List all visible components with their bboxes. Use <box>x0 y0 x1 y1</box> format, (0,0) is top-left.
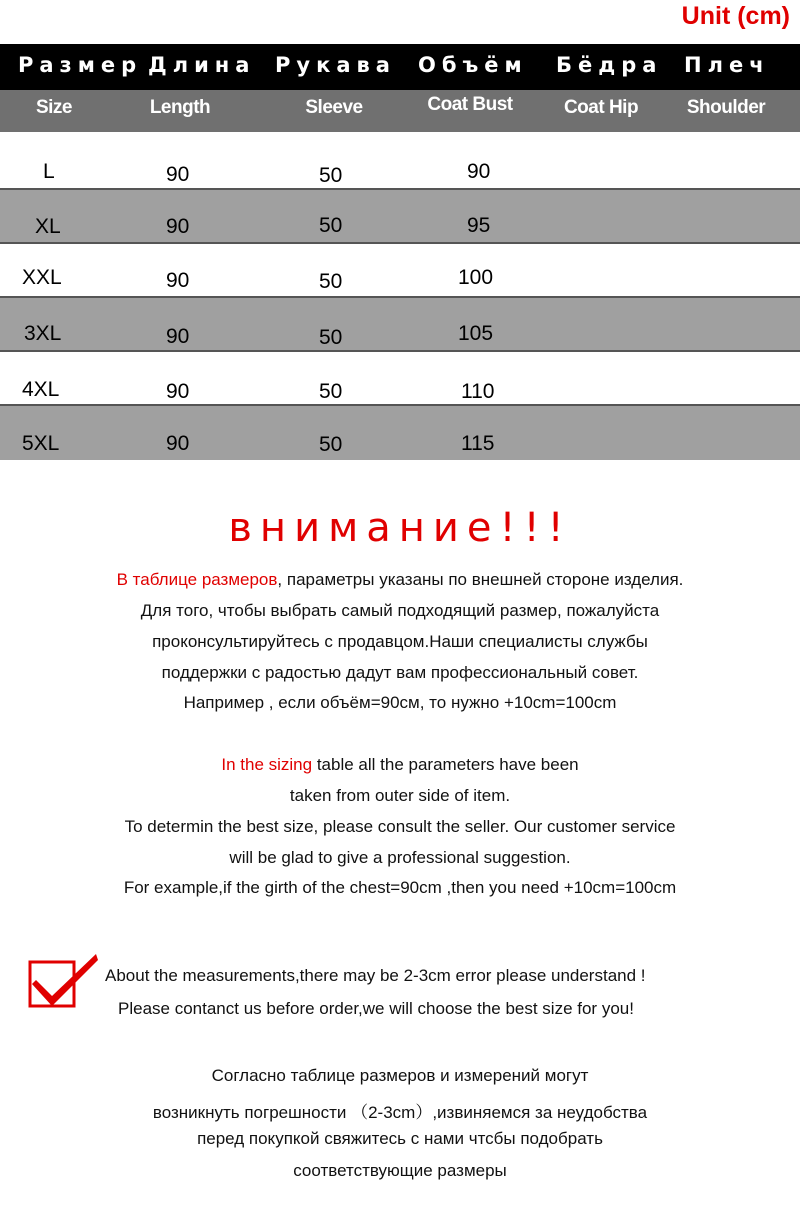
header-ru-bust: Объём <box>418 53 528 77</box>
row-size: XXL <box>22 266 62 289</box>
header-en-length: Length <box>149 97 211 118</box>
en-notice-line-2: taken from outer side of item. <box>289 786 511 805</box>
row-size: L <box>43 160 55 183</box>
row-length: 90 <box>166 269 190 292</box>
row-sleeve: 50 <box>319 214 343 237</box>
row-size: 4XL <box>22 378 60 401</box>
en-notice-highlight: In the sizing <box>221 755 313 774</box>
row-sleeve: 50 <box>319 270 343 293</box>
header-en-hip: Coat Hip <box>563 97 639 118</box>
table-row <box>0 136 800 188</box>
en-notice-line-5: For example,if the girth of the chest=90cm ,then you need +10cm=100cm <box>123 878 677 897</box>
measure-note-line-2: Please contanct us before order,we will choose the best size for you! <box>118 999 634 1018</box>
table-row <box>0 244 800 296</box>
ru-notice-line-1-rest: , параметры указаны по внешней стороне изделия. <box>277 570 684 589</box>
ru-notice-line-2: Для того, чтобы выбрать самый подходящий размер, пожалуйста <box>140 601 660 620</box>
ru-note-line-2: возникнуть погрешности （2-3cm）,извиняемся за неудобства <box>152 1103 648 1122</box>
row-size: XL <box>35 215 61 238</box>
table-row <box>0 190 800 242</box>
row-sleeve: 50 <box>319 164 343 187</box>
ru-notice-line-1 <box>0 570 800 590</box>
row-bust: 100 <box>458 266 494 289</box>
header-ru-length: Длина <box>148 53 256 77</box>
table-row <box>0 406 800 460</box>
en-notice-line-4: will be glad to give a professional suggestion. <box>229 848 571 867</box>
ru-notice-line-3: проконсультируйтесь с продавцом.Наши специалисты службы <box>152 632 648 651</box>
unit-label: Unit (cm) <box>681 2 790 30</box>
ru-note-line-1: Согласно таблице размеров и измерений могут <box>211 1066 589 1085</box>
row-bust: 105 <box>458 322 494 345</box>
ru-note-line-3: перед покупкой свяжитесь с нами чтсбы подобрать <box>197 1129 603 1148</box>
row-bust: 115 <box>461 432 495 455</box>
ru-notice-line-5: Например , если объём=90см, то нужно +10cm=100cm <box>183 693 617 712</box>
header-ru-size: Размер <box>18 53 143 77</box>
table-row <box>0 298 800 350</box>
row-length: 90 <box>166 380 190 403</box>
en-notice-line-3: To determin the best size, please consult the seller. Our customer service <box>124 817 676 836</box>
checkmark-icon <box>28 950 100 1008</box>
table-row <box>0 352 800 404</box>
row-sleeve: 50 <box>319 326 343 349</box>
ru-note-line-4: соответствующие размеры <box>293 1161 507 1180</box>
row-bust: 95 <box>467 214 491 237</box>
row-size: 5XL <box>22 432 60 455</box>
row-sleeve: 50 <box>319 380 343 403</box>
attention-heading: внимание!!! <box>228 505 572 551</box>
row-length: 90 <box>166 432 190 455</box>
row-bust: 90 <box>467 160 491 183</box>
header-en-shoulder: Shoulder <box>686 97 766 118</box>
row-sleeve: 50 <box>319 433 343 456</box>
row-length: 90 <box>166 215 190 238</box>
row-bust: 110 <box>461 380 495 403</box>
ru-notice-highlight: В таблице размеров <box>116 570 278 589</box>
row-length: 90 <box>166 163 190 186</box>
header-ru-hip: Бёдра <box>556 53 663 77</box>
header-ru-sleeve: Рукава <box>275 53 396 77</box>
row-length: 90 <box>166 325 190 348</box>
header-en-size: Size <box>35 97 73 118</box>
ru-notice-line-4: поддержки с радостью дадут вам профессиональный совет. <box>161 663 639 682</box>
header-en-bust: Coat Bust <box>427 94 513 115</box>
row-size: 3XL <box>24 322 62 345</box>
header-ru-shoulder: Плеч <box>684 53 770 77</box>
en-notice-line-1 <box>0 755 800 775</box>
measure-note-line-1: About the measurements,there may be 2-3cm error please understand ! <box>105 966 646 985</box>
header-en-sleeve: Sleeve <box>305 97 363 118</box>
en-notice-line-1-rest: table all the parameters have been <box>312 755 579 774</box>
